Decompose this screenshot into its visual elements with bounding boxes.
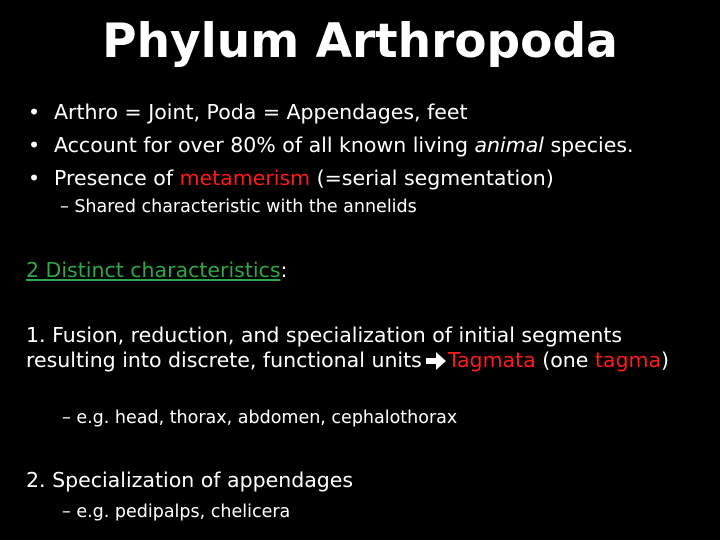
section-heading [26,258,287,283]
emphasis-text: animal [474,133,544,157]
distinct-heading-text: 2 Distinct characteristics [26,258,281,282]
point-text-end: ) [661,348,670,372]
bullet-icon: • [28,100,41,124]
right-arrow-icon [426,351,446,376]
bullet-text: Arthro = Joint, Poda = Appendages, feet [54,100,468,124]
bullet-icon: • [28,166,41,190]
bullet-list [28,96,718,195]
sub-bullet-tagmata-examples: – e.g. head, thorax, abdomen, cephalothorax [62,408,458,428]
bullet-item-species-share [28,129,718,162]
point-text-mid: (one [535,348,595,372]
point-text: 1. Fusion, reduction, and specialization of initial segments resulting into discrete, functional units [26,323,623,372]
heading-colon: : [280,258,288,282]
point-appendages: 2. Specialization of appendages [26,468,354,492]
bullet-icon: • [28,133,41,157]
bullet-text-end: species. [543,133,634,157]
sub-bullet-annelids: – Shared characteristic with the annelids [60,197,417,217]
highlight-term: Tagmata [447,348,536,372]
highlight-term: metamerism [179,166,311,190]
bullet-item-etymology [28,96,718,129]
point-fusion [26,323,686,376]
slide-title: Phylum Arthropoda [102,14,618,69]
bullet-text-end: (=serial segmentation) [310,166,554,190]
highlight-term-singular: tagma [594,348,662,372]
bullet-text: Presence of [54,166,180,190]
sub-bullet-appendage-examples: – e.g. pedipalps, chelicera [62,502,291,522]
bullet-item-metamerism [28,162,718,195]
bullet-text: Account for over 80% of all known living [54,133,475,157]
